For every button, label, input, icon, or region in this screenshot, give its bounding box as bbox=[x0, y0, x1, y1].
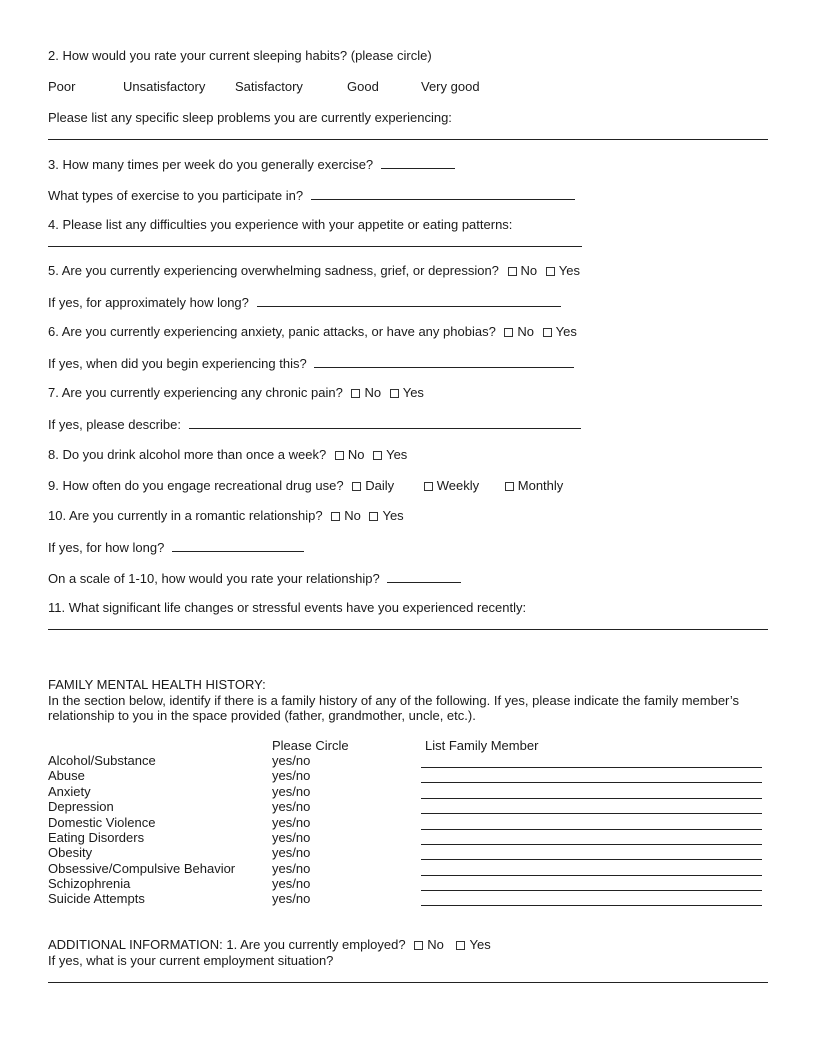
family-row-member-line[interactable] bbox=[421, 890, 762, 891]
family-row-label: Alcohol/Substance bbox=[48, 753, 156, 768]
additional-text: ADDITIONAL INFORMATION: 1. Are you currently employed? bbox=[48, 937, 406, 952]
q5-followup: If yes, for approximately how long? bbox=[48, 295, 249, 310]
q10-row bbox=[48, 508, 404, 524]
q8-text: 8. Do you drink alcohol more than once a week? bbox=[48, 447, 327, 462]
family-row-member-line[interactable] bbox=[421, 859, 762, 860]
q8-yes-label: Yes bbox=[386, 447, 408, 462]
family-row-member-line[interactable] bbox=[421, 844, 762, 845]
q9-monthly-label: Monthly bbox=[517, 478, 564, 493]
q6-followup-row bbox=[48, 355, 574, 372]
family-intro: In the section below, identify if there is a family history of any of the following. If yes, please indicate the family member’s relationship to you in the space provided (father, grandmother, uncle, etc.). bbox=[48, 693, 740, 723]
additional-no-label: No bbox=[427, 937, 444, 952]
family-row-circle[interactable]: yes/no bbox=[272, 784, 311, 799]
q6-yes-checkbox[interactable] bbox=[543, 328, 552, 337]
q11-text: 11. What significant life changes or stressful events have you experienced recently: bbox=[48, 600, 527, 615]
q7-followup-row bbox=[48, 416, 581, 433]
q10-scale-blank[interactable] bbox=[387, 570, 461, 583]
family-row-circle[interactable]: yes/no bbox=[272, 861, 311, 876]
q4-answer-line[interactable] bbox=[48, 246, 582, 247]
q4-text: 4. Please list any difficulties you experience with your appetite or eating patterns: bbox=[48, 217, 513, 232]
family-row-label: Depression bbox=[48, 799, 114, 814]
family-row-member-line[interactable] bbox=[421, 905, 762, 906]
family-row-circle[interactable]: yes/no bbox=[272, 830, 311, 845]
q2-option-good[interactable]: Good bbox=[347, 79, 379, 94]
family-row-circle[interactable]: yes/no bbox=[272, 799, 311, 814]
additional-no-checkbox[interactable] bbox=[414, 941, 423, 950]
family-row-member-line[interactable] bbox=[421, 782, 762, 783]
q5-yes-label: Yes bbox=[558, 263, 580, 278]
q7-yes-label: Yes bbox=[402, 385, 424, 400]
family-row-member-line[interactable] bbox=[421, 875, 762, 876]
q6-row bbox=[48, 324, 577, 340]
q3-followup: What types of exercise to you participate in? bbox=[48, 188, 304, 203]
q8-row bbox=[48, 447, 407, 463]
q10-no-checkbox[interactable] bbox=[331, 512, 340, 521]
family-row-circle[interactable]: yes/no bbox=[272, 891, 311, 906]
family-row-label: Abuse bbox=[48, 768, 85, 783]
q7-followup: If yes, please describe: bbox=[48, 417, 181, 432]
q6-followup: If yes, when did you begin experiencing this? bbox=[48, 356, 307, 371]
q5-followup-blank[interactable] bbox=[257, 294, 561, 307]
q2-answer-line[interactable] bbox=[48, 139, 768, 140]
q6-no-checkbox[interactable] bbox=[504, 328, 513, 337]
family-row-circle[interactable]: yes/no bbox=[272, 815, 311, 830]
q3-row bbox=[48, 156, 455, 173]
q5-yes-checkbox[interactable] bbox=[546, 267, 555, 276]
q7-followup-blank[interactable] bbox=[189, 416, 581, 429]
q7-no-checkbox[interactable] bbox=[351, 389, 360, 398]
q10-scale-row bbox=[48, 570, 461, 587]
q10-followup-blank[interactable] bbox=[172, 539, 304, 552]
q7-no-label: No bbox=[364, 385, 382, 400]
q6-no-label: No bbox=[517, 324, 535, 339]
family-col-member: List Family Member bbox=[425, 738, 539, 753]
q2-option-satisfactory[interactable]: Satisfactory bbox=[235, 79, 303, 94]
q5-no-label: No bbox=[520, 263, 538, 278]
q8-no-checkbox[interactable] bbox=[335, 451, 344, 460]
q5-no-checkbox[interactable] bbox=[508, 267, 517, 276]
q2-option-very-good[interactable]: Very good bbox=[421, 79, 480, 94]
q7-yes-checkbox[interactable] bbox=[390, 389, 399, 398]
q11-answer-line[interactable] bbox=[48, 629, 768, 630]
q10-yes-label: Yes bbox=[382, 508, 404, 523]
q10-scale: On a scale of 1-10, how would you rate your relationship? bbox=[48, 571, 380, 586]
q9-monthly-checkbox[interactable] bbox=[505, 482, 514, 491]
q5-text: 5. Are you currently experiencing overwhelming sadness, grief, or depression? bbox=[48, 263, 499, 278]
q7-row bbox=[48, 385, 424, 401]
family-row-label: Anxiety bbox=[48, 784, 91, 799]
q9-weekly-checkbox[interactable] bbox=[424, 482, 433, 491]
family-row-label: Eating Disorders bbox=[48, 830, 145, 845]
family-row-label: Domestic Violence bbox=[48, 815, 156, 830]
q2-option-unsatisfactory[interactable]: Unsatisfactory bbox=[123, 79, 206, 94]
additional-row bbox=[48, 937, 491, 953]
family-heading: FAMILY MENTAL HEALTH HISTORY: bbox=[48, 677, 266, 692]
q10-no-label: No bbox=[344, 508, 361, 523]
q6-followup-blank[interactable] bbox=[314, 355, 574, 368]
q3-followup-blank[interactable] bbox=[311, 187, 575, 200]
q3-text: 3. How many times per week do you generally exercise? bbox=[48, 157, 374, 172]
q3-followup-row bbox=[48, 187, 575, 204]
additional-yes-label: Yes bbox=[469, 937, 491, 952]
q9-text: 9. How often do you engage recreational drug use? bbox=[48, 478, 344, 493]
q9-row bbox=[48, 478, 563, 494]
family-row-label: Obsessive/Compulsive Behavior bbox=[48, 861, 236, 876]
family-row-label: Obesity bbox=[48, 845, 93, 860]
q9-daily-label: Daily bbox=[365, 478, 395, 493]
family-row-circle[interactable]: yes/no bbox=[272, 845, 311, 860]
additional-followup: If yes, what is your current employment situation? bbox=[48, 953, 334, 968]
q10-text: 10. Are you currently in a romantic relationship? bbox=[48, 508, 323, 523]
q9-weekly-label: Weekly bbox=[436, 478, 480, 493]
family-row-member-line[interactable] bbox=[421, 829, 762, 830]
family-row-label: Suicide Attempts bbox=[48, 891, 145, 906]
q9-daily-checkbox[interactable] bbox=[352, 482, 361, 491]
family-row-label: Schizophrenia bbox=[48, 876, 131, 891]
q8-no-label: No bbox=[347, 447, 365, 462]
q2-followup: Please list any specific sleep problems you are currently experiencing: bbox=[48, 110, 452, 125]
q10-followup-row bbox=[48, 539, 304, 556]
family-row-member-line[interactable] bbox=[421, 798, 762, 799]
q10-followup: If yes, for how long? bbox=[48, 540, 165, 555]
family-row-circle[interactable]: yes/no bbox=[272, 753, 311, 768]
q2-text: 2. How would you rate your current sleeping habits? (please circle) bbox=[48, 48, 432, 63]
q3-answer-blank[interactable] bbox=[381, 156, 455, 169]
q7-text: 7. Are you currently experiencing any chronic pain? bbox=[48, 385, 343, 400]
q5-row bbox=[48, 263, 580, 279]
family-row-circle[interactable]: yes/no bbox=[272, 876, 311, 891]
q8-yes-checkbox[interactable] bbox=[373, 451, 382, 460]
family-row-circle[interactable]: yes/no bbox=[272, 768, 311, 783]
additional-answer-line[interactable] bbox=[48, 982, 768, 983]
additional-yes-checkbox[interactable] bbox=[456, 941, 465, 950]
family-row-member-line[interactable] bbox=[421, 767, 762, 768]
q2-option-poor[interactable]: Poor bbox=[48, 79, 76, 94]
q6-text: 6. Are you currently experiencing anxiety, panic attacks, or have any phobias? bbox=[48, 324, 496, 339]
family-col-circle: Please Circle bbox=[272, 738, 349, 753]
family-row-member-line[interactable] bbox=[421, 813, 762, 814]
q6-yes-label: Yes bbox=[555, 324, 577, 339]
q5-followup-row bbox=[48, 294, 561, 311]
q10-yes-checkbox[interactable] bbox=[369, 512, 378, 521]
